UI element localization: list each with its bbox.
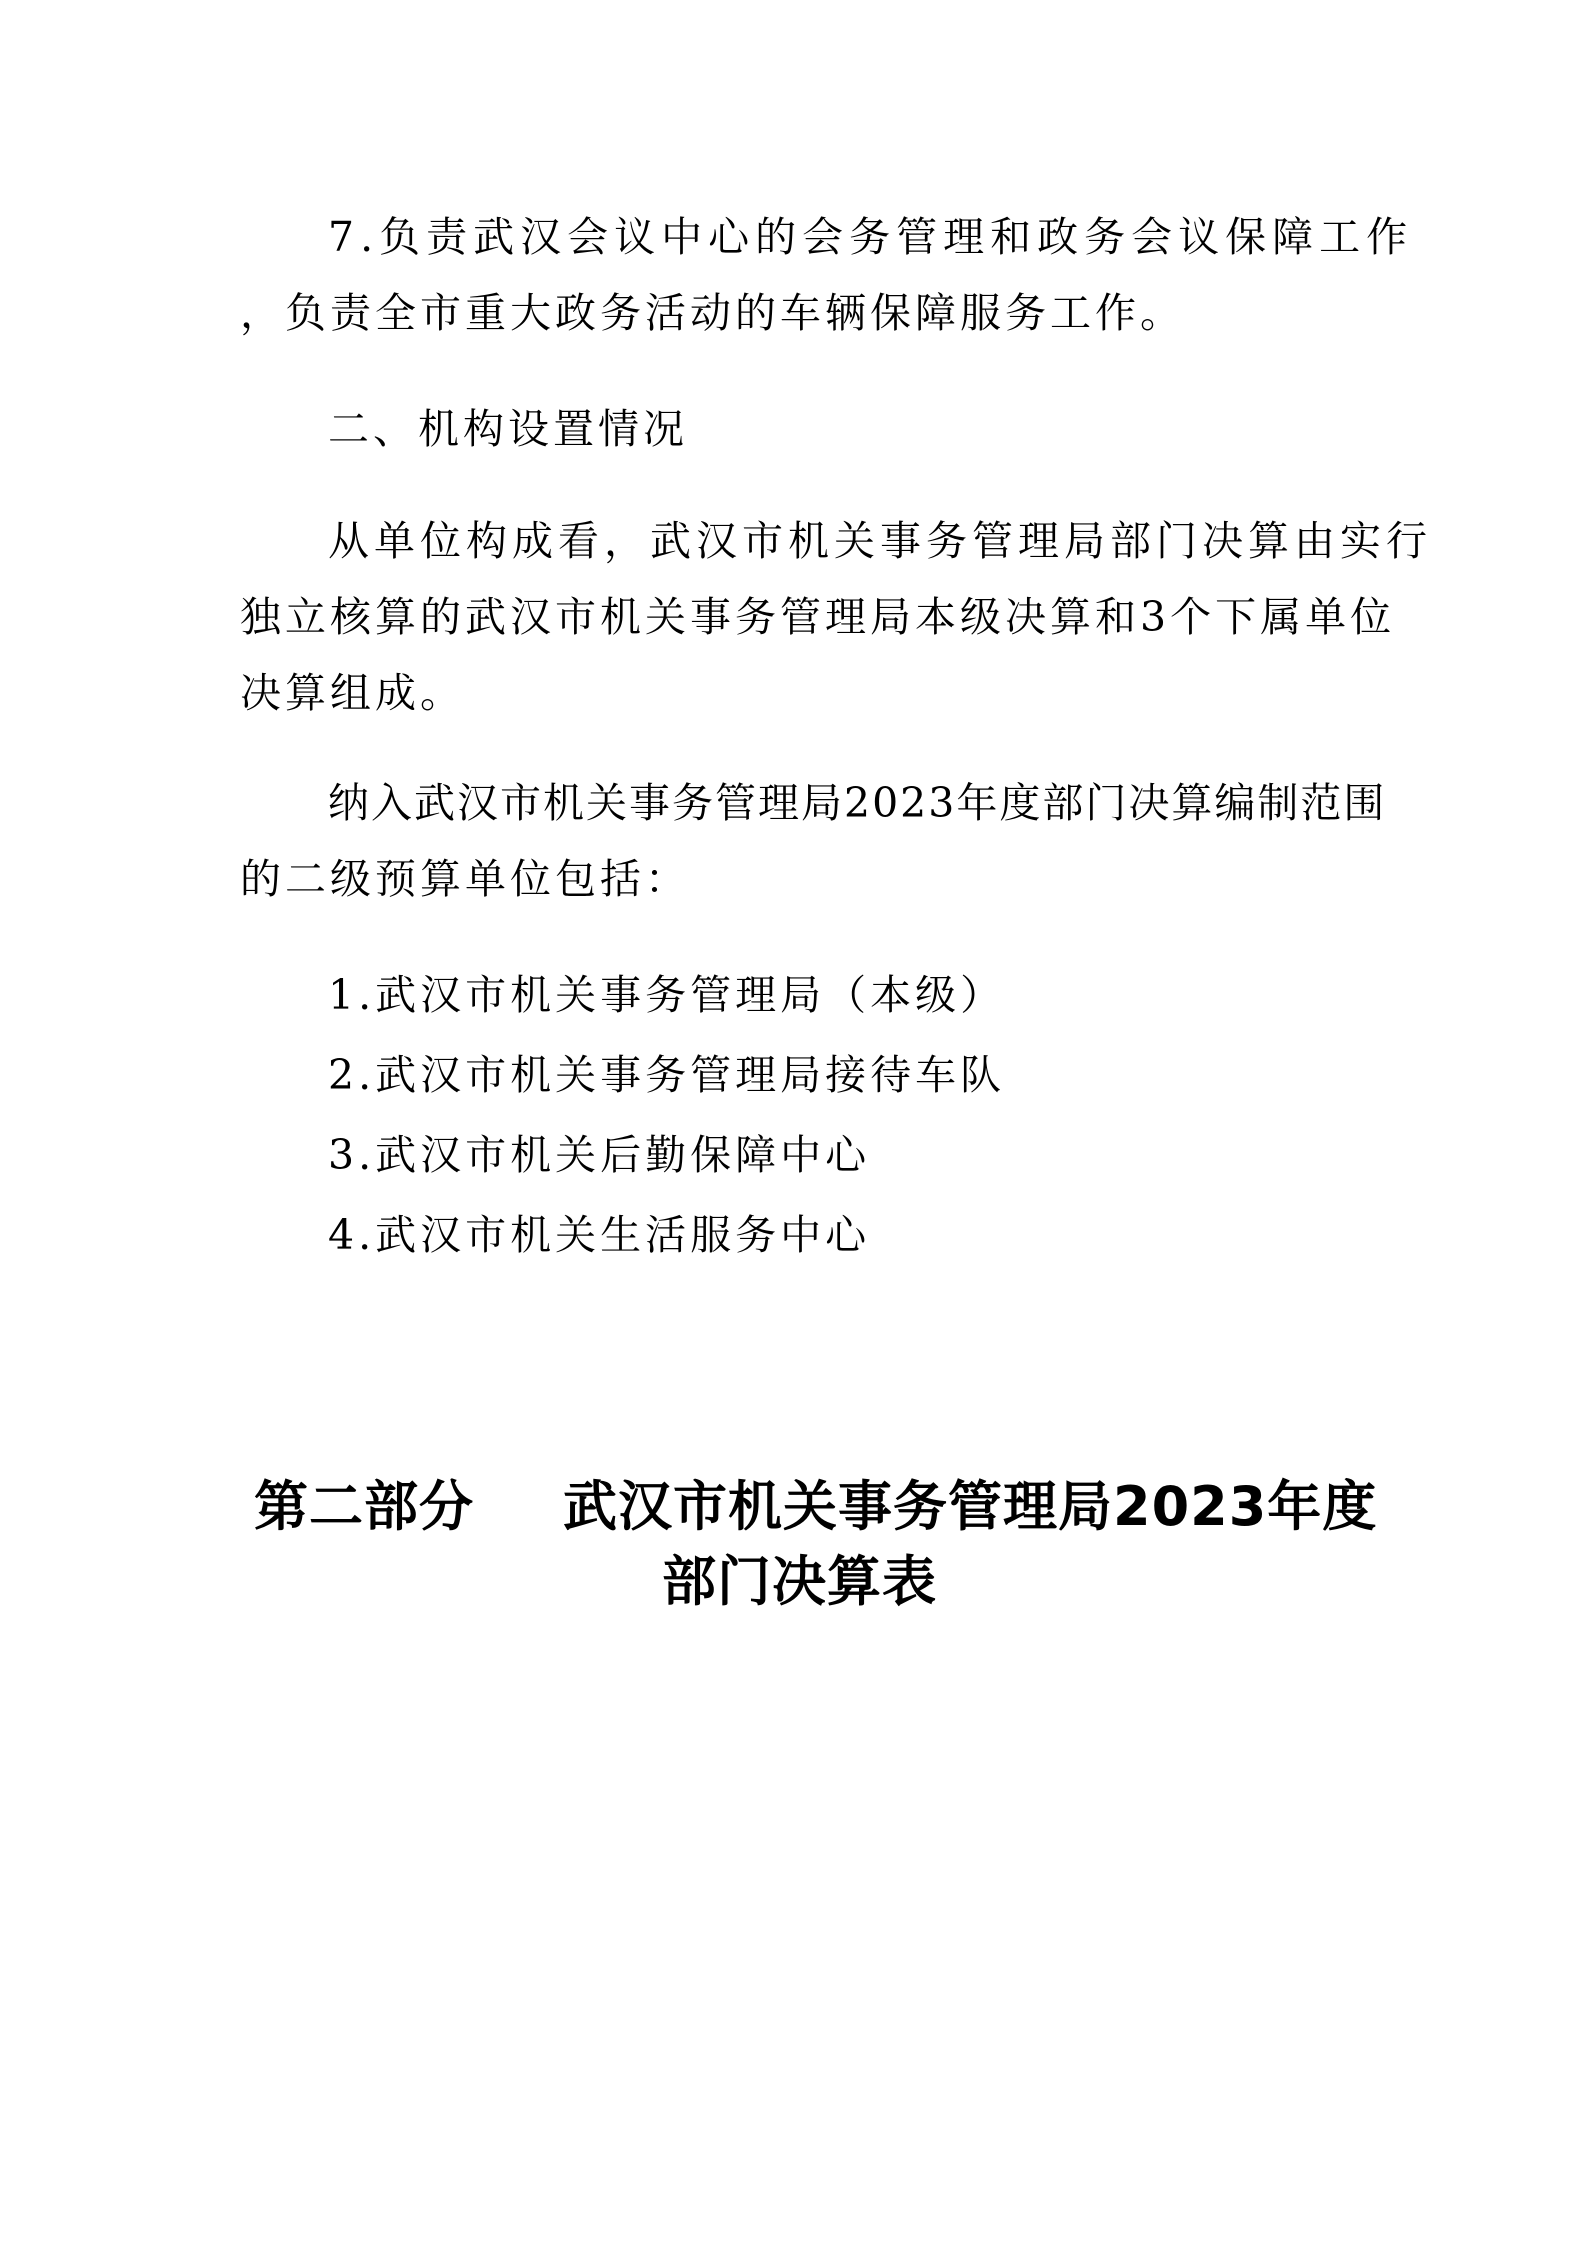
duty-item-7-line-2: ，负责全市重大政务活动的车辆保障服务工作。 <box>240 289 1185 337</box>
unit-list-item-1: 1.武汉市机关事务管理局（本级） <box>328 971 1006 1019</box>
composition-line-1: 从单位构成看，武汉市机关事务管理局部门决算由实行 <box>328 517 1432 565</box>
section-two-heading: 二、机构设置情况 <box>328 405 688 453</box>
part-two-title-line-1: 武汉市机关事务管理局2023年度 <box>563 1475 1378 1538</box>
part-two-prefix: 第二部分 <box>254 1475 474 1538</box>
composition-line-2: 独立核算的武汉市机关事务管理局本级决算和3个下属单位 <box>240 593 1396 641</box>
unit-list-item-4: 4.武汉市机关生活服务中心 <box>328 1211 871 1259</box>
scope-line-2: 的二级预算单位包括： <box>240 855 690 903</box>
unit-list-item-2: 2.武汉市机关事务管理局接待车队 <box>328 1051 1006 1099</box>
part-two-title-line-2: 部门决算表 <box>662 1550 937 1613</box>
composition-line-3: 决算组成。 <box>240 669 465 717</box>
duty-item-7-line-1: 7.负责武汉会议中心的会务管理和政务会议保障工作 <box>328 213 1414 261</box>
scope-line-1: 纳入武汉市机关事务管理局2023年度部门决算编制范围 <box>328 779 1387 827</box>
unit-list-item-3: 3.武汉市机关后勤保障中心 <box>328 1131 871 1179</box>
